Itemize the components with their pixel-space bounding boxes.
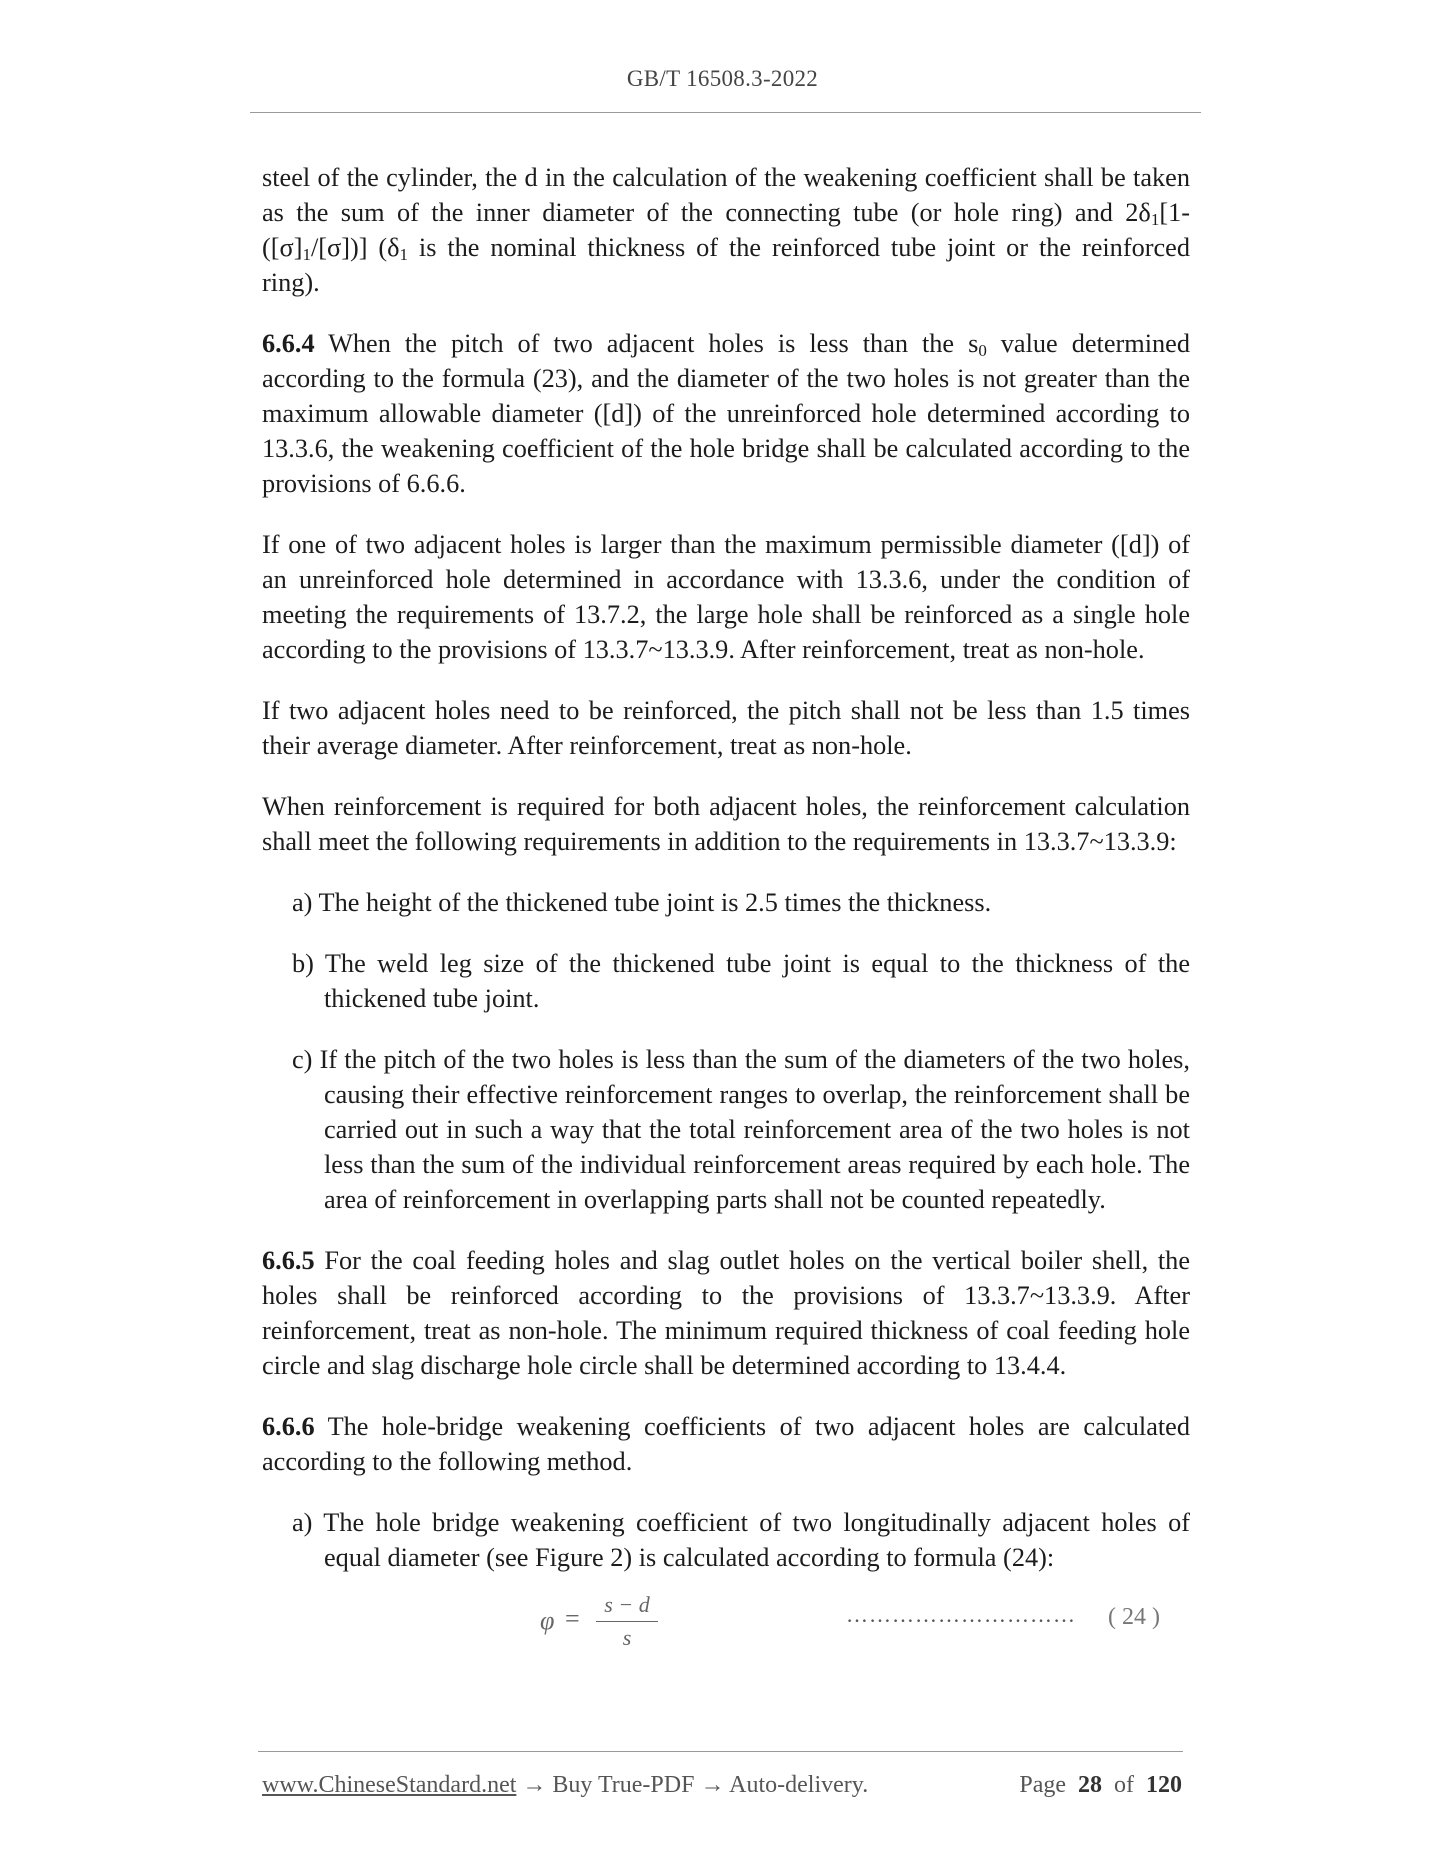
paragraph-6-6-6: 6.6.6 The hole-bridge weakening coefficients of two adjacent holes are calculated according to the following method. (262, 1412, 1190, 1476)
page-indicator: Page 28 of 120 (1019, 1772, 1182, 1798)
formula-equals: = (565, 1604, 580, 1633)
delivery-text: Auto-delivery. (729, 1772, 869, 1798)
footer-promo (262, 1772, 868, 1799)
paragraph-continuation: steel of the cylinder, the d in the calculation of the weakening coefficient shall be taken as the sum of the inner diameter of the connecting tube (or hole ring) and $2\delta_1[1-([\sigma]_1/[\sigma])]$ ($\delta_1$ is the nominal thickness of the reinforced tube joint or the reinforced ring). (262, 163, 1190, 297)
section-number: 6.6.5 (262, 1246, 315, 1275)
header-title: GB/T 16508.3-2022 (626, 66, 819, 91)
formula-denominator: s (622, 1625, 632, 1650)
header-divider (250, 112, 1201, 113)
arrow-icon: → (516, 1772, 553, 1798)
page-content (262, 160, 1190, 1601)
list-item: a) The hole bridge weakening coefficient of two longitudinally adjacent holes of equal diameter (see Figure 2) is calculated according to formula (24): (292, 1508, 1190, 1572)
list-item: a) The height of the thickened tube joint is 2.5 times the thickness. (292, 888, 992, 917)
paragraph: If two adjacent holes need to be reinforced, the pitch shall not be less than 1.5 times their average diameter. After reinforcement, treat as non-hole. (262, 696, 1190, 760)
formula-leader-dots: ………………………… (846, 1602, 1076, 1627)
paragraph: When reinforcement is required for both adjacent holes, the reinforcement calculation shall meet the following requirements in addition to the requirements in 13.3.7~13.3.9: (262, 792, 1190, 856)
arrow-icon: → (694, 1772, 730, 1798)
section-number: 6.6.6 (262, 1412, 315, 1441)
formula-24 (520, 1592, 1180, 1652)
fraction-bar (596, 1621, 658, 1622)
page-current: 28 (1078, 1772, 1102, 1798)
footer-divider (258, 1751, 1183, 1752)
buy-text: Buy True-PDF (552, 1772, 695, 1798)
paragraph-6-6-5: 6.6.5 For the coal feeding holes and slag outlet holes on the vertical boiler shell, the holes shall be reinforced according to the provisions of 13.3.7~13.3.9. After reinforcement, treat as non-hole. The minimum required thickness of coal feeding hole circle and slag discharge hole circle shall be determined according to 13.4.4. (262, 1246, 1190, 1380)
formula-fraction (592, 1592, 662, 1651)
section-number: 6.6.4 (262, 329, 315, 358)
formula-number: ( 24 ) (1108, 1604, 1160, 1630)
list-item: b) The weld leg size of the thickened tube joint is equal to the thickness of the thickened tube joint. (292, 949, 1190, 1013)
list-item: c) If the pitch of the two holes is less than the sum of the diameters of the two holes, causing their effective reinforcement ranges to overlap, the reinforcement shall be carried out in such a way that the total reinforcement area of the two holes is not less than the sum of the individual reinforcement areas required by each hole. The area of reinforcement in overlapping parts shall not be counted repeatedly. (292, 1045, 1190, 1214)
page-total: 120 (1146, 1772, 1182, 1798)
formula-numerator: s − d (604, 1592, 650, 1617)
formula-lhs: φ (540, 1606, 555, 1635)
paragraph-6-6-4: 6.6.4 When the pitch of two adjacent holes is less than the $s_0$ value determined according to the formula (23), and the diameter of the two holes is not greater than the maximum allowable diameter ([d]) of the unreinforced hole determined according to 13.3.6, the weakening coefficient of the hole bridge shall be calculated according to the provisions of 6.6.6. (262, 329, 1190, 498)
paragraph: If one of two adjacent holes is larger than the maximum permissible diameter ([d]) of an unreinforced hole determined in accordance with 13.3.6, under the condition of meeting the requirements of 13.7.2, the large hole shall be reinforced as a single hole according to the provisions of 13.3.7~13.3.9. After reinforcement, treat as non-hole. (262, 530, 1190, 664)
website-link[interactable]: www.ChineseStandard.net (262, 1772, 517, 1798)
